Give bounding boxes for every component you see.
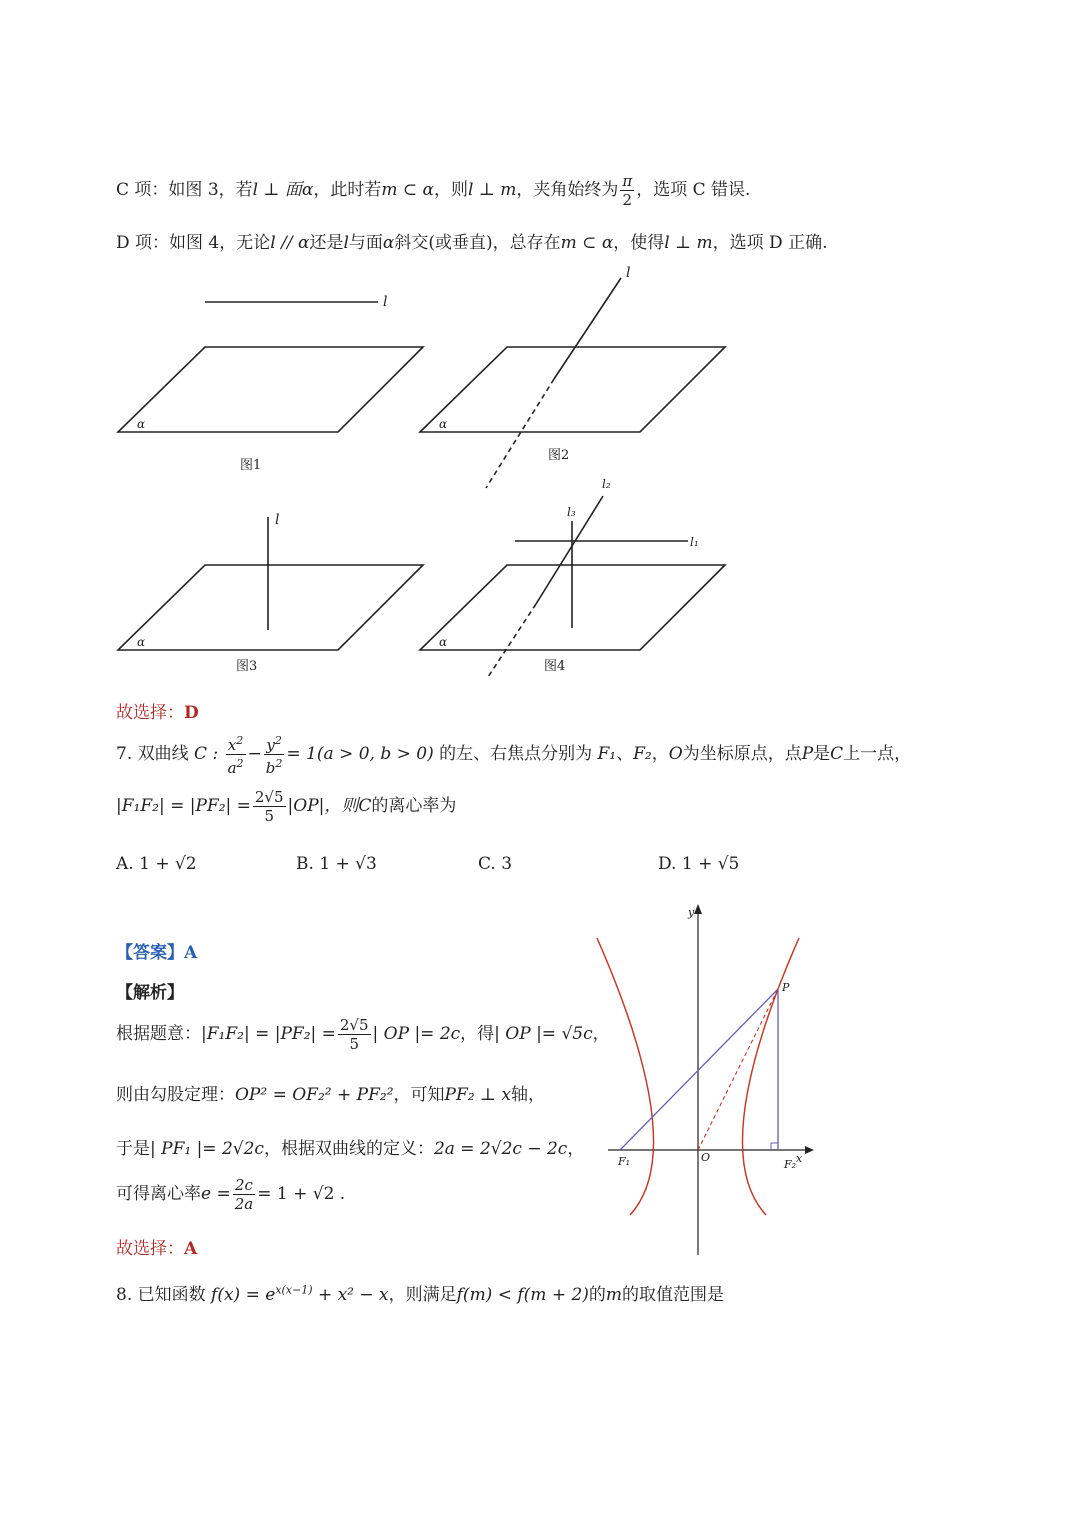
q7-y-frac <box>264 732 285 777</box>
q7-f2: F₂ <box>633 744 652 764</box>
solution7-choose-label: 故选择： <box>116 1239 184 1259</box>
item-d-mid1: 还是 <box>309 233 344 253</box>
q8-line <box>116 1280 724 1305</box>
q7-line1: 7. 双曲线 C : $\frac{x^2}{a^2}$ − $\frac{y^2}{b^2}$ = 1(a > 0, b > 0) 的左、右焦点分别为 F₁、F₂，O为坐标原点，点P是C上一点， <box>116 734 912 777</box>
item-c-frac-num: π <box>622 172 633 190</box>
q7-o: O <box>668 744 683 764</box>
plane-figures <box>0 255 1080 685</box>
solution7-l2-tail: 轴， <box>510 1085 545 1105</box>
fig4-caption: 图4 <box>544 659 566 674</box>
solution7-choose-value: A <box>184 1239 198 1259</box>
q7-y-frac-num: $y^2$ <box>264 732 285 755</box>
q7-line2 <box>116 788 456 825</box>
graph-f1-label: F₁ <box>618 1155 631 1168</box>
solution7-line2 <box>116 1080 545 1105</box>
solution7-l1-prefix: 根据题意： <box>116 1024 201 1044</box>
solution7-l4-prefix: 可得离心率 <box>116 1184 201 1204</box>
fig2-label-l: l <box>626 265 631 281</box>
fig1-label-l: l <box>383 294 388 310</box>
q7-c: C <box>830 744 844 764</box>
fig2-plane <box>420 347 725 432</box>
q7-line2-right: |OP|，则 <box>287 796 359 816</box>
solution7-l1-den: 5 <box>349 1035 359 1053</box>
solution7-line1 <box>116 1016 610 1053</box>
solution7-l4-num: 2c <box>233 1176 256 1195</box>
q7-option-a[interactable] <box>116 854 197 874</box>
item-c-mid2: ，则 <box>434 180 469 200</box>
graph-right-angle <box>771 1143 778 1150</box>
graph-f2-label: F₂ <box>784 1158 797 1171</box>
solution7-line4 <box>116 1176 345 1213</box>
item-c-mid1: ，此时若 <box>313 180 382 200</box>
fig4-label-l2: l₂ <box>602 477 611 491</box>
hyperbola-right-branch <box>742 938 799 1215</box>
q7-y-frac-den: $b^2$ <box>265 757 283 777</box>
q7-text4: 是 <box>813 744 831 764</box>
fig3-label-l: l <box>275 512 280 528</box>
fig4-line-l2-dashed <box>488 604 536 677</box>
solution7-l1-num: 2√5 <box>339 1016 369 1034</box>
q8-number: 8. <box>116 1285 133 1305</box>
item-d-mid3: 斜交(或垂直)，总存在 <box>394 233 561 253</box>
item-d-prefix: D 项：如图 4，无论 <box>116 233 271 253</box>
solution7-l3-math2: 2a = 2√2c − 2c <box>433 1139 568 1159</box>
fig3-label-alpha: α <box>137 635 146 649</box>
graph-y-arrow <box>694 904 702 914</box>
q7-p: P <box>801 744 814 764</box>
solution7-l4-math: e = <box>201 1184 231 1204</box>
fig2-line-l-dashed <box>486 379 554 488</box>
fig1-plane <box>118 347 423 432</box>
q7-curve: C : <box>194 744 219 764</box>
fig3-caption: 图3 <box>236 659 258 674</box>
item-c-suffix: ，选项 C 错误. <box>636 180 751 200</box>
solution7-l4-tail: = 1 + √2 . <box>257 1184 346 1204</box>
item-c-prefix: C 项：如图 3，若 <box>116 180 253 200</box>
item-c-line <box>116 172 750 209</box>
q8-m: m <box>605 1285 623 1305</box>
q8-func-tail: + x² − x <box>317 1285 389 1305</box>
answer6-value: D <box>184 703 199 723</box>
solution7-answer-tag: 【答案】A <box>116 943 198 963</box>
q8-tail1: 的 <box>588 1285 606 1305</box>
item-d-cond5: l ⊥ m <box>664 233 713 253</box>
q7-option-d[interactable] <box>658 854 739 874</box>
item-c-cond3: l ⊥ m <box>468 180 517 200</box>
fig3-plane <box>118 565 423 650</box>
fig4-label-l1: l₁ <box>690 535 699 549</box>
item-d-cond1: l // α <box>270 233 310 253</box>
q7-text2: ， <box>651 744 669 764</box>
q7-text3: 为坐标原点，点 <box>682 744 802 764</box>
q7-option-a-value: 1 + √2 <box>139 854 197 874</box>
solution7-l3-tail: ， <box>567 1139 585 1159</box>
solution7-analysis-tag: 【解析】 <box>116 983 184 1003</box>
q7-coef-frac <box>253 788 286 825</box>
fig1-label-alpha: α <box>137 417 146 431</box>
q7-option-a-label: A. <box>116 854 134 874</box>
q7-coef-num: 2√5 <box>254 788 284 806</box>
graph-x-label: x <box>796 1152 803 1165</box>
answer6-line <box>116 698 199 723</box>
item-d-mid2: 与面 <box>348 233 383 253</box>
q8-tail2: 的取值范围是 <box>622 1285 725 1305</box>
solution7-line3 <box>116 1134 584 1159</box>
q7-option-c[interactable] <box>478 854 512 874</box>
item-d-mid4: ，使得 <box>613 233 665 253</box>
q8-ineq: f(m) < f(m + 2) <box>456 1285 589 1305</box>
graph-p-label: P <box>782 981 790 994</box>
q7-line2-tail: 的离心率为 <box>371 796 457 816</box>
solution7-l1-math-c: | OP |= √5c <box>494 1024 593 1044</box>
q7-x-frac-den: $a^2$ <box>227 757 244 777</box>
q7-option-c-label: C. <box>478 854 496 874</box>
item-c-fraction <box>620 172 634 209</box>
solution7-choose <box>116 1234 197 1259</box>
solution7-l4-den: 2a <box>234 1195 254 1213</box>
item-c-mid3: ，夹角始终为 <box>516 180 619 200</box>
q7-option-d-label: D. <box>658 854 677 874</box>
item-d-suffix: ，选项 D 正确. <box>712 233 828 253</box>
item-d-cond2: l <box>343 233 349 253</box>
item-c-cond1: l ⊥ 面α <box>252 180 314 200</box>
q7-option-b[interactable] <box>296 854 377 874</box>
solution7-l1-tail: ， <box>592 1024 610 1044</box>
fig2-caption: 图2 <box>548 448 570 463</box>
q7-x-frac <box>226 732 246 777</box>
answer6-label: 故选择： <box>116 703 184 723</box>
solution7-l4-frac <box>233 1176 256 1213</box>
q7-text1: 的左、右焦点分别为 <box>439 744 593 764</box>
graph-x-arrow <box>805 1146 814 1154</box>
solution7-l2-prefix: 则由勾股定理： <box>116 1085 235 1105</box>
q8-mid: ，则满足 <box>388 1285 457 1305</box>
q7-number: 7. <box>116 744 133 764</box>
q7-x-frac-num: $x^2$ <box>226 732 246 755</box>
solution7-l3-prefix: 于是 <box>116 1139 150 1159</box>
solution7-l2-mid: ，可知 <box>393 1085 445 1105</box>
graph-y-label: y <box>688 906 695 919</box>
solution7-l2-math2: PF₂ ⊥ x <box>444 1085 511 1105</box>
fig4-label-alpha: α <box>439 635 448 649</box>
hyperbola-graph <box>590 900 820 1260</box>
hyperbola-left-branch <box>597 938 654 1215</box>
item-d-cond3: α <box>382 233 395 253</box>
item-c-frac-den: 2 <box>622 191 633 209</box>
q7-text5: 上一点， <box>843 744 912 764</box>
item-c-cond2: m ⊂ α <box>381 180 435 200</box>
q7-line2-left: |F₁F₂| = |PF₂| = <box>116 796 251 816</box>
q7-sep: 、 <box>616 744 634 764</box>
q8-exp: x(x−1) <box>275 1283 313 1297</box>
solution7-l1-math-a: |F₁F₂| = |PF₂| = <box>201 1024 336 1044</box>
solution7-l1-math-b: | OP |= 2c <box>372 1024 461 1044</box>
solution7-l3-math: | PF₁ |= 2√2c <box>150 1139 264 1159</box>
q7-coef-den: 5 <box>264 807 274 825</box>
q7-option-c-value: 3 <box>501 854 513 874</box>
solution7-l3-mid: ，根据双曲线的定义： <box>263 1139 434 1159</box>
fig2-label-alpha: α <box>439 417 448 431</box>
q7-line2-c: C <box>358 796 372 816</box>
solution7-l1-mid: ，得 <box>460 1024 495 1044</box>
item-d-line <box>116 228 828 253</box>
q8-func: f(x) = e <box>211 1285 276 1305</box>
q7-eq-tail: = 1(a > 0, b > 0) <box>286 744 434 764</box>
q7-option-d-value: 1 + √5 <box>681 854 740 874</box>
fig4-label-l3: l₃ <box>567 505 576 519</box>
item-d-cond4: m ⊂ α <box>560 233 614 253</box>
q7-f1: F₁ <box>597 744 617 764</box>
q7-option-b-value: 1 + √3 <box>319 854 377 874</box>
graph-o-label: O <box>701 1151 711 1164</box>
q8-intro: 已知函数 <box>137 1285 206 1305</box>
fig1-caption: 图1 <box>240 458 262 473</box>
q7-intro: 双曲线 <box>137 744 189 764</box>
q7-option-b-label: B. <box>296 854 314 874</box>
solution7-l2-math: OP² = OF₂² + PF₂² <box>235 1085 394 1105</box>
solution7-l1-frac <box>338 1016 371 1053</box>
graph-line-o-p <box>698 989 778 1150</box>
fig2-line-l-solid <box>554 278 621 379</box>
